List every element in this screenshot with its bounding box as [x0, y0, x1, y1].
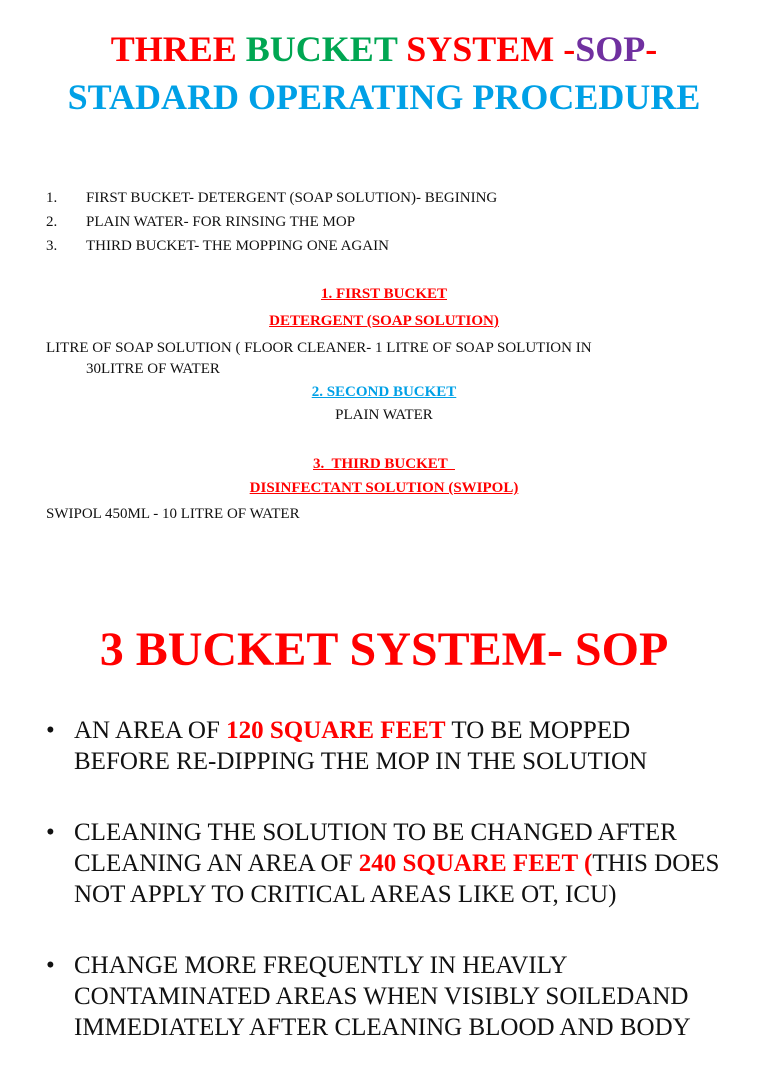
- step-text: THIRD BUCKET- THE MOPPING ONE AGAIN: [86, 238, 389, 254]
- bullet-icon: •: [46, 819, 55, 846]
- list-item: [46, 210, 497, 234]
- list-item: [46, 234, 497, 258]
- slide-1-subtitle: STADARD OPERATING PROCEDURE: [67, 77, 701, 117]
- list-item: [46, 817, 726, 910]
- step-text: FIRST BUCKET- DETERGENT (SOAP SOLUTION)- BEGINING: [86, 190, 498, 206]
- step-number: 2.: [46, 214, 58, 230]
- step-text: PLAIN WATER- FOR RINSING THE MOP: [86, 214, 356, 230]
- bullet-emphasis: 240 SQUARE FEET (: [358, 850, 593, 877]
- bullet-text-pre: CLEANING THE SOLUTION TO BE CHANGED AFTER CLEANING AN AREA OF: [74, 819, 677, 877]
- bullet-text-pre: AN AREA OF: [74, 717, 227, 744]
- bullet-text-post: THIS DOES NOT APPLY TO CRITICAL AREAS LIKE OT, ICU): [74, 850, 720, 908]
- title-dash: -: [645, 29, 658, 69]
- first-bucket-desc-line2: 30LITRE OF WATER: [86, 361, 220, 377]
- bullet-list: [46, 715, 726, 1083]
- second-bucket-description: PLAIN WATER: [335, 407, 433, 423]
- slide-2-title: 3 BUCKET SYSTEM- SOP: [99, 623, 669, 676]
- step-number: 1.: [46, 190, 58, 206]
- title-word-bucket: BUCKET: [245, 29, 407, 69]
- bullet-text-post: TO BE MOPPED BEFORE RE-DIPPING THE MOP IN THE SOLUTION: [74, 717, 648, 775]
- third-bucket-description: SWIPOL 450ML - 10 LITRE OF WATER: [46, 506, 300, 522]
- second-bucket-heading: 2. SECOND BUCKET: [311, 384, 457, 400]
- steps-list: [46, 186, 497, 258]
- step-number: 3.: [46, 238, 58, 254]
- bullet-icon: •: [46, 717, 55, 744]
- list-item: [46, 950, 726, 1043]
- first-bucket-heading: 1. FIRST BUCKET: [320, 286, 447, 302]
- third-bucket-heading: 3. THIRD BUCKET: [313, 456, 455, 472]
- bullet-icon: •: [46, 952, 55, 979]
- first-bucket-desc-line1: LITRE OF SOAP SOLUTION ( FLOOR CLEANER- 1 LITRE OF SOAP SOLUTION IN: [46, 340, 592, 356]
- list-item: [46, 186, 497, 210]
- title-word-three: THREE: [110, 29, 246, 69]
- slide-2: [0, 560, 768, 1041]
- list-item: [46, 715, 726, 777]
- title-word-system: SYSTEM -: [406, 29, 576, 69]
- slide-1-title: [0, 28, 768, 70]
- third-bucket-subheading: DISINFECTANT SOLUTION (SWIPOL): [249, 480, 519, 496]
- first-bucket-description: [46, 338, 726, 380]
- bullet-text-pre: CHANGE MORE FREQUENTLY IN HEAVILY CONTAMINATED AREAS WHEN VISIBLY SOILEDAND IMMEDIATELY AFTER CLEANING BLOOD AND BODY: [74, 952, 691, 1041]
- title-word-sop: SOP: [575, 29, 646, 69]
- first-bucket-subheading: DETERGENT (SOAP SOLUTION): [269, 313, 499, 329]
- bullet-emphasis: 120 SQUARE FEET: [226, 717, 446, 744]
